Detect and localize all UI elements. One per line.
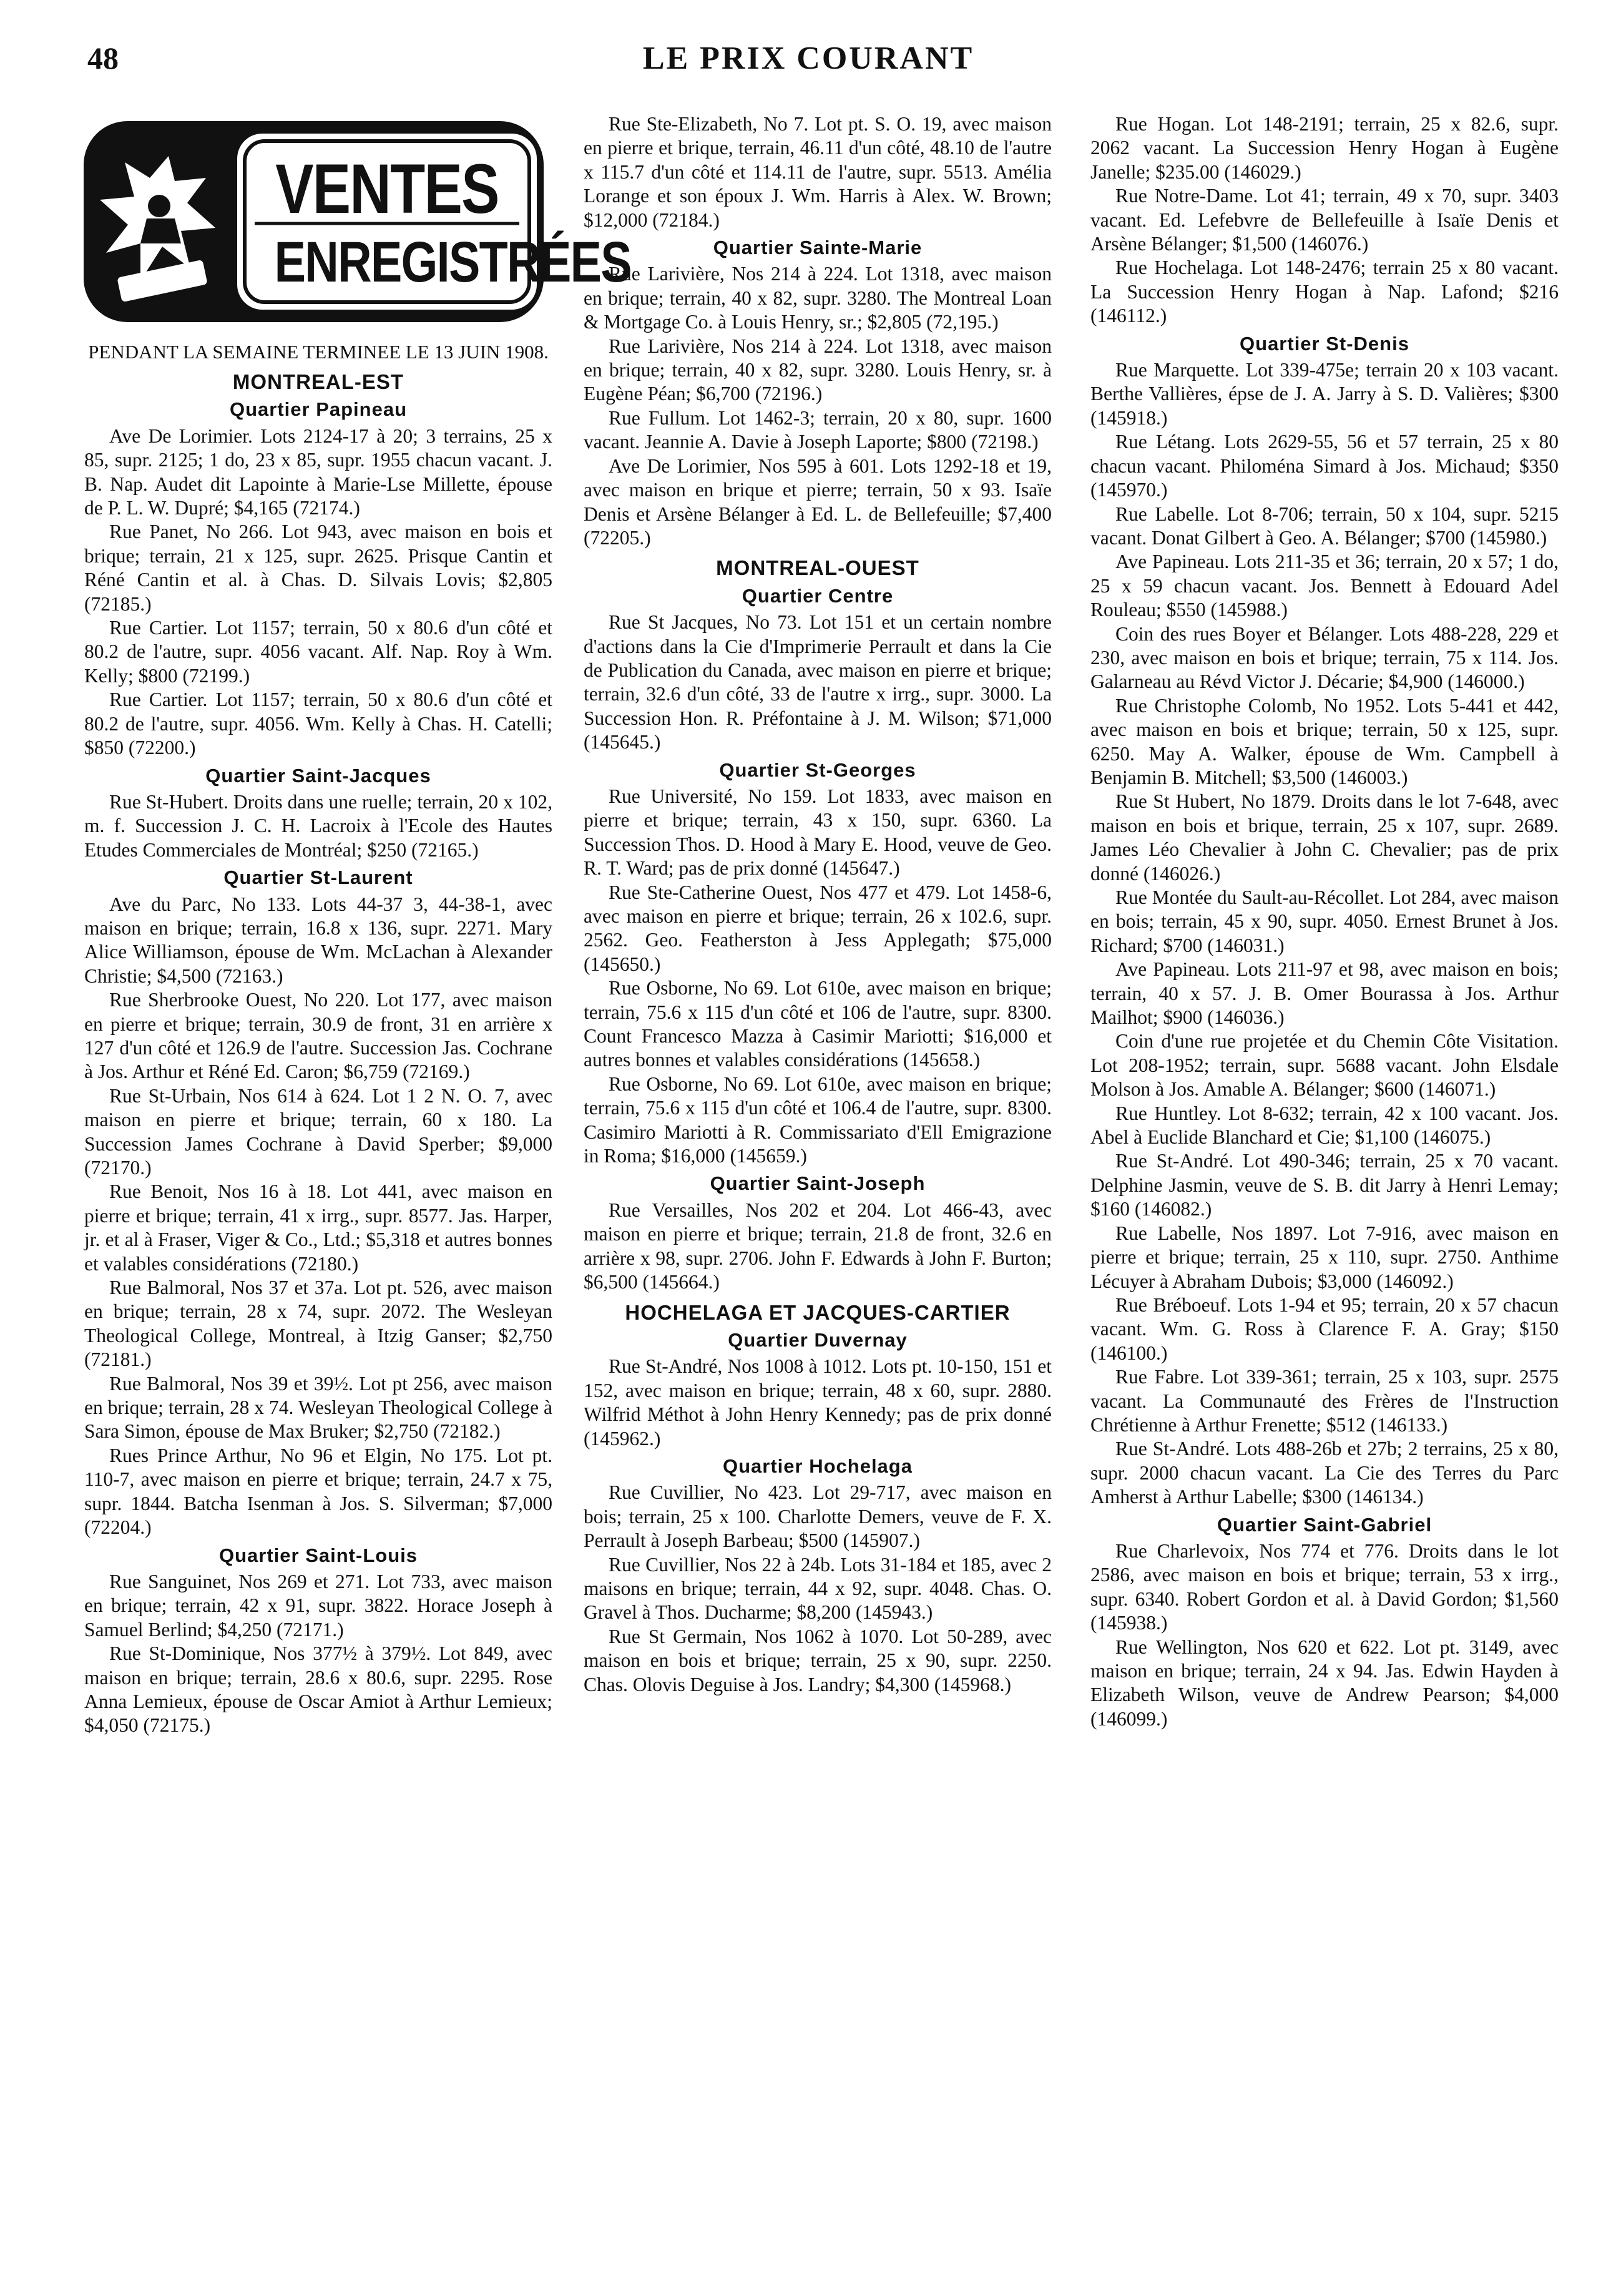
- sale-entry: Rue Balmoral, Nos 37 et 37a. Lot pt. 526, avec maison en brique; terrain, 28 x 74, supr. 2072. The Wesleyan Theological College, Montreal, à Itzig Ganser; $2,750 (72181.): [84, 1277, 552, 1371]
- quartier-heading: Quartier Hochelaga: [723, 1455, 913, 1477]
- sale-entry: Rue St Jacques, No 73. Lot 151 et un certain nombre d'actions dans la Cie d'Imprimerie Perrault et dans la Cie de Publication du Canada, avec maison en pierre et brique; terrain, 32.6 d'un côté, 33 de l'autre x irrg., supr. 3000. La Succession Hon. R. Préfontaine à J. M. Wilson; $71,000 (145645.): [584, 611, 1052, 753]
- quartier-heading: Quartier Saint-Louis: [219, 1544, 418, 1566]
- sale-entry: Rue Cuvillier, Nos 22 à 24b. Lots 31-184 et 185, avec 2 maisons en brique; terrain, 44 x 92, supr. 4048. Chas. O. Gravel à Thos. Ducharme; $8,200 (145943.): [584, 1553, 1052, 1624]
- column-3: [1090, 112, 1559, 1731]
- sale-entry: Coin des rues Boyer et Bélanger. Lots 488-228, 229 et 230, avec maison en bois et brique; terrain, 75 x 114. Jos. Galarneau au Révd Victor J. Décarie; $4,900 (146000.): [1090, 622, 1559, 693]
- sale-entry: Rue St-Urbain, Nos 614 à 624. Lot 1 2 N. O. 7, avec maison en pierre et brique; terrain, 60 x 180. La Succession James Cochrane à David Sperber; $9,000 (72170.): [84, 1084, 552, 1179]
- sale-entry: Rue Labelle, Nos 1897. Lot 7-916, avec maison en pierre et brique; terrain, 25 x 110, supr. 2750. Anthime Lécuyer à Abraham Dubois; $3,000 (146092.): [1090, 1222, 1559, 1292]
- sale-entry: Coin d'une rue projetée et du Chemin Côte Visitation. Lot 208-1952; terrain, supr. 5688 vacant. John Elsdale Molson à Jos. Amable A. Bélanger; $600 (146071.): [1090, 1030, 1559, 1101]
- sale-entry: Rue Ste-Catherine Ouest, Nos 477 et 479. Lot 1458-6, avec maison en pierre et brique; terrain, 26 x 102.6, supr. 2562. Geo. Featherston à Jess Applegath; $75,000 (145650.): [584, 881, 1052, 975]
- sale-entry: Ave Papineau. Lots 211-97 et 98, avec maison en bois; terrain, 40 x 57. J. B. Omer Bourassa à Jos. Arthur Mailhot; $900 (146036.): [1090, 958, 1559, 1029]
- sale-entry: Rue Marquette. Lot 339-475e; terrain 20 x 103 vacant. Berthe Vallières, épse de J. A. Jarry à S. D. Valières; $300 (145918.): [1090, 359, 1559, 429]
- sale-entry: Rue St-André. Lots 488-26b et 27b; 2 terrains, 25 x 80, supr. 2000 chacun vacant. La Cie des Terres du Parc Amherst à Arthur Labelle; $300 (146134.): [1090, 1438, 1559, 1508]
- column-1: [84, 340, 552, 1738]
- sale-entry: Rue Bréboeuf. Lots 1-94 et 95; terrain, 20 x 57 chacun vacant. Wm. G. Ross à Clarence F. A. Gray; $150 (146100.): [1090, 1293, 1559, 1364]
- sale-entry: Rue Hochelaga. Lot 148-2476; terrain 25 x 80 vacant. La Succession Henry Hogan à Nap. Lafond; $216 (146112.): [1090, 257, 1559, 327]
- sale-entry: Rue Ste-Elizabeth, No 7. Lot pt. S. O. 19, avec maison en pierre et brique, terrain, 46.11 d'un côté, 48.10 de l'autre x 115.7 d'un côté et 114.11 de l'autre, supr. 5513. Amélia Lorange et son époux J. Wm. Harris à Alex. W. Brown; $12,000 (72184.): [584, 113, 1052, 231]
- district-heading: MONTREAL-EST: [232, 370, 404, 393]
- district-heading: MONTREAL-OUEST: [716, 556, 919, 580]
- sale-entry: Rue Université, No 159. Lot 1833, avec maison en pierre et brique; terrain, 43 x 150, supr. 6360. La Succession Thos. D. Hood à Mary E. Hood, veuve de Geo. R. T. Ward; pas de prix donné (145647.): [584, 785, 1052, 880]
- column-2: [584, 112, 1052, 1697]
- quartier-heading: Quartier St-Denis: [1240, 332, 1409, 355]
- journal-title: LE PRIX COURANT: [642, 41, 974, 76]
- page-number: 48: [87, 41, 119, 76]
- sale-entry: Rue Sanguinet, Nos 269 et 271. Lot 733, avec maison en brique; terrain, 42 x 91, supr. 3822. Horace Joseph à Samuel Berlind; $4,250 (72171.): [84, 1570, 552, 1641]
- sale-entry: Rue St-André, Nos 1008 à 1012. Lots pt. 10-150, 151 et 152, avec maison en brique; terrain, 48 x 60, supr. 2880. Wilfrid Méthot à John Henry Kennedy; pas de prix donné (145962.): [584, 1355, 1052, 1450]
- sale-entry: Rue Fullum. Lot 1462-3; terrain, 20 x 80, supr. 1600 vacant. Jeannie A. Davie à Joseph Laporte; $800 (72198.): [584, 406, 1052, 453]
- page-header: [87, 40, 1529, 84]
- sale-entry: Ave De Lorimier. Lots 2124-17 à 20; 3 terrains, 25 x 85, supr. 2125; 1 do, 23 x 85, supr. 1955 chacun vacant. J. B. Nap. Audet dit Lapointe à Marie-Lse Millette, épouse de P. L. W. Dupré; $4,165 (72174.): [84, 424, 552, 519]
- sale-entry: Rue Notre-Dame. Lot 41; terrain, 49 x 70, supr. 3403 vacant. Ed. Lefebvre de Bellefeuille à Isaïe Denis et Arsène Bélanger; $1,500 (146076.): [1090, 185, 1559, 255]
- sale-entry: Rue Charlevoix, Nos 774 et 776. Droits dans le lot 2586, avec maison en bois et brique; terrain, 53 x irrg., supr. 6340. Robert Gordon et al. à David Gordon; $1,560 (145938.): [1090, 1539, 1559, 1634]
- week-intro: PENDANT LA SEMAINE TERMINEE LE 13 JUIN 1908.: [88, 341, 549, 363]
- district-heading: HOCHELAGA ET JACQUES-CARTIER: [625, 1300, 1011, 1324]
- sale-entry: Rues Prince Arthur, No 96 et Elgin, No 175. Lot pt. 110-7, avec maison en pierre et brique; terrain, 24.7 x 75, supr. 1844. Batcha Isenman à Jos. S. Silverman; $7,000 (72204.): [84, 1444, 552, 1539]
- sale-entry: Rue Sherbrooke Ouest, No 220. Lot 177, avec maison en pierre et brique; terrain, 30.9 de front, 31 en arrière x 127 d'un côté et 126.9 de l'autre. Succession Jas. Cochrane à Jos. Arthur et Réné Ed. Caron; $6,759 (72169.): [84, 989, 552, 1083]
- sale-entry: Ave De Lorimier, Nos 595 à 601. Lots 1292-18 et 19, avec maison en brique et pierre; terrain, 50 x 93. Isaïe Denis et Arsène Bélanger à Ed. L. de Bellefeuille; $7,400 (72205.): [584, 454, 1052, 549]
- sale-entry: Rue St Germain, Nos 1062 à 1070. Lot 50-289, avec maison en bois et brique; terrain, 25 x 90, supr. 2250. Chas. Olovis Deguise à Jos. Landry; $4,300 (145968.): [584, 1625, 1052, 1695]
- quartier-heading: Quartier Saint-Jacques: [205, 764, 431, 787]
- quartier-heading: Quartier Saint-Gabriel: [1217, 1513, 1432, 1536]
- quartier-heading: Quartier Papineau: [229, 398, 408, 421]
- sale-entry: Rue Cartier. Lot 1157; terrain, 50 x 80.6 d'un côté et 80.2 de l'autre, supr. 4056. Wm. Kelly à Chas. H. Catelli; $850 (72200.): [84, 689, 552, 759]
- sale-entry: Rue St-André. Lot 490-346; terrain, 25 x 70 vacant. Delphine Jasmin, veuve de S. B. dit Jarry à Henri Lemay; $160 (146082.): [1090, 1150, 1559, 1220]
- logo-line-enregistrees: ENREGISTRÉES: [274, 230, 631, 294]
- sale-entry: Rue Versailles, Nos 202 et 204. Lot 466-43, avec maison en pierre et brique; terrain, 21.8 de front, 32.6 en arrière x 98, supr. 2706. John F. Edwards à John F. Burton; $6,500 (145664.): [584, 1199, 1052, 1293]
- sale-entry: Rue Létang. Lots 2629-55, 56 et 57 terrain, 25 x 80 chacun vacant. Philoména Simard à Jos. Michaud; $350 (145970.): [1090, 431, 1559, 501]
- sale-entry: Rue Montée du Sault-au-Récollet. Lot 284, avec maison en bois; terrain, 45 x 90, supr. 4050. Ernest Brunet à Jos. Richard; $700 (146031.): [1090, 886, 1559, 956]
- quartier-heading: Quartier Centre: [742, 584, 894, 607]
- sale-entry: Rue St-Dominique, Nos 377½ à 379½. Lot 849, avec maison en brique; terrain, 28.6 x 80.6, supr. 2295. Rose Anna Lemieux, épouse de Oscar Amiot à Arthur Lemieux; $4,050 (72175.): [84, 1642, 552, 1737]
- quartier-heading: Quartier St-Georges: [719, 758, 916, 781]
- sale-entry: Rue Christophe Colomb, No 1952. Lots 5-441 et 442, avec maison en bois et brique; terrain, 50 x 125, supr. 6250. May A. Walker, épouse de Wm. Campbell à Benjamin B. Mitchell; $3,500 (146003.): [1090, 694, 1559, 788]
- sale-entry: Rue Huntley. Lot 8-632; terrain, 42 x 100 vacant. Jos. Abel à Euclide Blanchard et Cie; $1,100 (146075.): [1090, 1102, 1559, 1149]
- quartier-heading: Quartier Sainte-Marie: [713, 237, 923, 259]
- sale-entry: Rue Balmoral, Nos 39 et 39½. Lot pt 256, avec maison en brique; terrain, 28 x 74. Wesleyan Theological College à Sara Simon, épouse de Max Bruker; $2,750 (72182.): [84, 1372, 552, 1443]
- sale-entry: Rue St Hubert, No 1879. Droits dans le lot 7-648, avec maison en bois et brique, terrain, 25 x 107, supr. 2689. James Léo Chevalier à John C. Chevalier; pas de prix donné (146026.): [1090, 790, 1559, 885]
- sale-entry: Rue Benoit, Nos 16 à 18. Lot 441, avec maison en pierre et brique; terrain, 41 x irrg., supr. 8577. Jas. Harper, jr. et al à Fraser, Viger & Co., Ltd.; $5,318 et autres bonnes et valables considérations (72180.): [84, 1180, 552, 1275]
- logo-line-ventes: VENTES: [275, 150, 499, 228]
- sale-entry: Rue Larivière, Nos 214 à 224. Lot 1318, avec maison en brique; terrain, 40 x 82, supr. 3280. Louis Henry, sr. à Eugène Péan; $6,700 (72196.): [584, 335, 1052, 405]
- quartier-heading: Quartier St-Laurent: [223, 866, 413, 889]
- quartier-heading: Quartier Saint-Joseph: [710, 1172, 926, 1195]
- sale-entry: Ave du Parc, No 133. Lots 44-37 3, 44-38-1, avec maison en brique; terrain, 16.8 x 136, supr. 2271. Mary Alice Williamson, épouse de Wm. McLachan à Alexander Christie; $4,500 (72163.): [84, 893, 552, 987]
- sale-entry: Rue Fabre. Lot 339-361; terrain, 25 x 103, supr. 2575 vacant. La Communauté des Frères de l'Instruction Chrétienne à Arthur Frenette; $512 (146133.): [1090, 1366, 1559, 1436]
- sale-entry: Ave Papineau. Lots 211-35 et 36; terrain, 20 x 57; 1 do, 25 x 59 chacun vacant. Jos. Bennett à Edouard Adel Rouleau; $550 (145988.): [1090, 551, 1559, 621]
- sale-entry: Rue Labelle. Lot 8-706; terrain, 50 x 104, supr. 5215 vacant. Donat Gilbert à Geo. A. Bélanger; $700 (145980.): [1090, 503, 1559, 549]
- sale-entry: Rue Hogan. Lot 148-2191; terrain, 25 x 82.6, supr. 2062 vacant. La Succession Henry Hogan à Eugène Janelle; $235.00 (146029.): [1090, 113, 1559, 183]
- sale-entry: Rue Osborne, No 69. Lot 610e, avec maison en brique; terrain, 75.6 x 115 d'un côté et 106.4 de l'autre, supr. 8300. Casimiro Mariotti à R. Commissariato d'Ell Emigrazione in Roma; $16,000 (145659.): [584, 1072, 1052, 1167]
- sale-entry: Rue Wellington, Nos 620 et 622. Lot pt. 3149, avec maison en brique; terrain, 24 x 94. Jas. Edwin Hayden à Elizabeth Wilson, veuve de Andrew Pearson; $4,000 (146099.): [1090, 1636, 1559, 1730]
- ventes-enregistrees-logo: [81, 119, 631, 325]
- sale-entry: Rue Larivière, Nos 214 à 224. Lot 1318, avec maison en brique; terrain, 40 x 82, supr. 3280. The Montreal Loan & Mortgage Co. à Louis Henry, sr.; $2,805 (72,195.): [584, 263, 1052, 333]
- sale-entry: Rue Cartier. Lot 1157; terrain, 50 x 80.6 d'un côté et 80.2 de l'autre, supr. 4056 vacant. Alf. Nap. Roy à Wm. Kelly; $800 (72199.): [84, 617, 552, 687]
- sale-entry: Rue St-Hubert. Droits dans une ruelle; terrain, 20 x 102, m. f. Succession J. C. H. Lacroix à l'Ecole des Hautes Etudes Commerciales de Montréal; $250 (72165.): [84, 790, 552, 861]
- sale-entry: Rue Panet, No 266. Lot 943, avec maison en bois et brique; terrain, 21 x 125, supr. 2625. Prisque Cantin et Réné Cantin et al. à Chas. D. Silvais Lovis; $2,805 (72185.): [84, 521, 552, 615]
- sale-entry: Rue Osborne, No 69. Lot 610e, avec maison en brique; terrain, 75.6 x 115 d'un côté et 106 de l'autre, supr. 8300. Count Francesco Mazza à Casimir Mariotti; $16,000 et autres bonnes et valables considérations (145658.): [584, 977, 1052, 1071]
- quartier-heading: Quartier Duvernay: [728, 1328, 908, 1351]
- sale-entry: Rue Cuvillier, No 423. Lot 29-717, avec maison en bois; terrain, 25 x 100. Charlotte Demers, veuve de F. X. Perrault à Joseph Barbeau; $500 (145907.): [584, 1481, 1052, 1552]
